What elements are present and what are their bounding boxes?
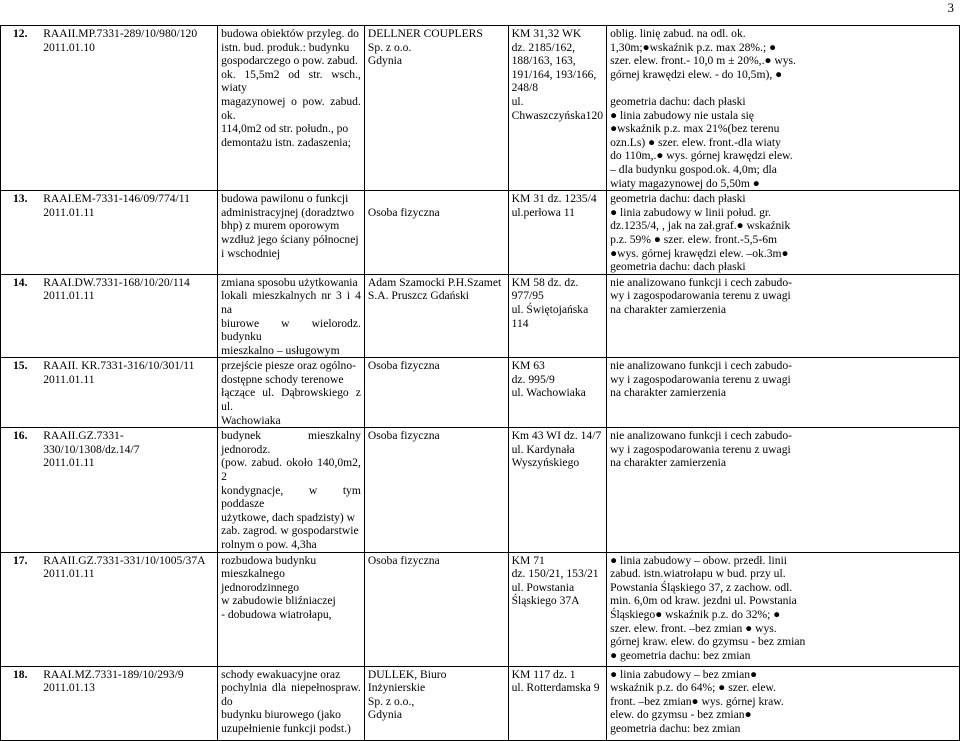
case-sign <box>40 358 217 428</box>
text-line: użytkowe, dach spadzisty) w <box>221 510 356 524</box>
text-line: Adam Szamocki P.H.Szamet <box>367 275 502 289</box>
table-row <box>1 428 960 552</box>
row-number: 12. <box>1 26 41 191</box>
location <box>508 191 607 275</box>
text-line: oblig. linię zabud. na odl. ok. <box>610 27 746 40</box>
text-line: ok. 15,5m2 od str. wsch., wiaty <box>221 67 361 95</box>
text-line: ul. Rotterdamska 9 <box>511 681 600 695</box>
text-line: 191/164, 193/166, <box>511 67 597 81</box>
text-line: RAAI.DW.7331-168/10/20/114 <box>43 275 190 289</box>
text-line: ul.perłowa 11 <box>511 205 575 219</box>
investor <box>364 358 508 428</box>
text-line: ul. Świętojańska <box>511 302 589 316</box>
text-line: Śląskiego 37A <box>511 594 580 608</box>
text-line: dz. 150/21, 153/21 <box>511 567 599 581</box>
text-line: rolnym o pow. 4,3ha <box>221 538 317 551</box>
investor <box>364 552 508 666</box>
building-conditions <box>607 274 960 358</box>
text-line: Gdynia <box>367 708 403 722</box>
table-row <box>1 274 960 358</box>
text-line: szer. elew. front. –bez zmian ● wys. <box>610 621 777 635</box>
case-sign <box>40 191 217 275</box>
text-line: kondygnacje, w tym poddasze <box>221 483 361 511</box>
text-line: administracyjnej (doradztwo <box>221 205 355 219</box>
text-line: geometria dachu: dach płaski <box>610 192 746 206</box>
text-line: Chwaszczyńska120 <box>511 108 604 122</box>
text-line: KM 63 <box>511 359 545 373</box>
case-sign <box>40 428 217 552</box>
text-line: RAAI.MZ.7331-189/10/293/9 <box>43 667 184 681</box>
text-line: DULLEK, Biuro Inżynierskie <box>367 667 447 695</box>
project-description <box>218 428 365 552</box>
table-row <box>1 191 960 275</box>
text-line: wy i zagospodarowania terenu z uwagi <box>610 442 791 456</box>
text-line: dz.1235/4, , jak na zał.graf.● wskaźnik <box>610 219 791 233</box>
text-line: RAAII.GZ.7331-330/10/1308/dz.14/7 <box>43 429 140 456</box>
building-conditions <box>607 358 960 428</box>
text-line: wiaty magazynowej do 5,50m ● <box>610 176 760 190</box>
text-line: min. 6,0m od kraw. jezdni ul. Powstania <box>610 594 797 608</box>
text-line: ul. <box>511 94 524 108</box>
text-line: Wachowiaka <box>221 413 281 427</box>
case-sign <box>40 26 217 191</box>
text-line: KM 31 dz. 1235/4 <box>511 192 597 206</box>
building-conditions <box>607 191 960 275</box>
text-line: górnej krawędzi elew. - do 10,5m), ● <box>610 67 783 81</box>
investor <box>364 274 508 358</box>
text-line: KM 31,32 WK <box>511 27 582 40</box>
project-description <box>218 26 365 191</box>
text-line: lokali mieszkalnych nr 3 i 4 na <box>221 289 361 316</box>
text-line: ●wys. górnej krawędzi elew. –ok.3m● <box>610 246 789 260</box>
text-line: szer. elew. front.- 10,0 m ± 20%,.● wys. <box>610 54 796 68</box>
text-line: bhp) z murem oporowym <box>221 219 340 233</box>
text-line: Wyszyńskiego <box>511 456 580 470</box>
text-line: Km 43 WI dz. 14/7 <box>511 429 602 443</box>
text-line: KM 71 <box>511 553 545 567</box>
text-line: budynku biurowego (jako <box>221 708 341 722</box>
text-line: RAAI.EM-7331-146/09/774/11 <box>43 192 190 206</box>
conditions-continuation <box>610 27 956 95</box>
text-line: p.z. 59% ● szer. elew. front.-5,5-6m <box>610 232 778 246</box>
text-line: mieszkalnego jednorodzinnego <box>221 567 300 594</box>
text-line: Gdynia <box>367 54 403 68</box>
text-line: 2011.01.11 <box>43 372 95 386</box>
building-conditions <box>607 428 960 552</box>
location <box>508 358 607 428</box>
text-line: na charakter zamierzenia <box>610 456 726 470</box>
row-number: 13. <box>1 191 41 275</box>
location <box>508 26 607 191</box>
investor <box>364 428 508 552</box>
text-line: Sp. z o.o. <box>367 40 412 54</box>
text-line: 1,30m;●wskaźnik p.z. max 28%.; ● <box>610 40 777 54</box>
project-description <box>218 358 365 428</box>
row-number: 16. <box>1 428 41 552</box>
text-line: nie analizowano funkcji i cech zabudo- <box>610 429 792 443</box>
text-line: pochylnia dla niepełnospraw. do <box>221 681 361 708</box>
text-line: 114 <box>511 316 529 330</box>
text-line: RAAII.GZ.7331-331/10/1005/37A <box>43 553 206 567</box>
text-line: ● linia zabudowy nie ustala się <box>610 108 754 122</box>
text-line: ozn.Ls) ● szer. elew. front.-dla wiaty <box>610 135 781 149</box>
text-line: mieszkalno – usługowym <box>221 343 340 357</box>
building-conditions <box>607 666 960 740</box>
building-conditions <box>607 26 960 191</box>
text-line: schody ewakuacyjne oraz <box>221 667 341 681</box>
text-line: zabud. istn.wiatrołapu w bud. przy ul. <box>610 567 786 581</box>
project-description <box>218 666 365 740</box>
text-line: 2011.01.11 <box>43 456 95 470</box>
text-line: ● linia zabudowy – obow. przedł. linii <box>610 553 788 567</box>
text-line: biurowe w wielorodz. budynku <box>221 316 361 344</box>
investor <box>364 666 508 740</box>
text-line: ●wskaźnik p.z. max 21%(bez terenu <box>610 122 780 136</box>
text-line: DELLNER COUPLERS <box>367 27 483 40</box>
text-line: ● linia zabudowy w linii połud. gr. <box>610 205 772 219</box>
investor <box>364 26 508 191</box>
text-line: demontażu istn. zadaszenia; <box>221 135 351 149</box>
text-line: Osoba fizyczna <box>367 205 440 219</box>
text-line: ul. Powstania <box>511 580 575 594</box>
text-line: 2011.01.11 <box>43 289 95 303</box>
location <box>508 428 607 552</box>
location <box>508 666 607 740</box>
text-line: zab. zagrod. w gospodarstwie <box>221 524 359 538</box>
text-line: budowa obiektów przyleg. do <box>221 27 359 40</box>
text-line: dz. 995/9 <box>511 372 555 386</box>
text-line: 114,0m2 od str. połudn., po <box>221 122 349 136</box>
text-line: Powstania Śląskiego 37, z zachow. odl. <box>610 580 793 594</box>
text-line: S.A. Pruszcz Gdański <box>367 289 469 303</box>
text-line: - dobudowa wiatrołapu, <box>221 607 332 621</box>
text-line <box>368 192 505 206</box>
text-line: w zabudowie bliźniaczej <box>221 594 336 608</box>
text-line: ul. Kardynała <box>511 442 575 456</box>
text-line: łączące ul. Dąbrowskiego z ul. <box>221 386 361 414</box>
text-line: RAAII. KR.7331-316/10/301/11 <box>43 359 195 373</box>
case-sign <box>40 274 217 358</box>
row-number: 14. <box>1 274 41 358</box>
text-line: na charakter zamierzenia <box>610 386 726 400</box>
text-line: 2011.01.13 <box>43 681 95 695</box>
text-line: dostępne schody terenowe <box>221 372 344 386</box>
table-row <box>1 666 960 740</box>
text-line: 2011.01.10 <box>43 40 95 54</box>
text-line: ● geometria dachu: bez zmian <box>610 648 751 662</box>
text-line: nie analizowano funkcji i cech zabudo- <box>610 359 792 373</box>
text-line: nie analizowano funkcji i cech zabudo- <box>610 275 792 289</box>
text-line: na charakter zamierzenia <box>610 302 726 316</box>
text-line: gospodarczego o pow. zabud. <box>221 54 358 68</box>
text-line: ● linia zabudowy – bez zmian● <box>610 667 758 681</box>
text-line: 2011.01.11 <box>43 567 95 581</box>
text-line: 977/95 <box>511 289 544 303</box>
text-line: zmiana sposobu użytkowania <box>221 275 358 289</box>
text-line: budynek mieszkalny jednorodz. <box>221 429 361 456</box>
text-line: front. –bez zmian● wys. górnej kraw. <box>610 694 784 708</box>
text-line: magazynowej o pow. zabud. ok. <box>221 94 361 122</box>
text-line: KM 117 dz. 1 <box>511 667 576 681</box>
text-line: budowa pawilonu o funkcji <box>221 192 349 206</box>
text-line: uzupełnienie funkcji podst.) <box>221 721 351 735</box>
table-row <box>1 358 960 428</box>
text-line: Osoba fizyczna <box>367 359 440 373</box>
text-line: (pow. zabud. około 140,0m2, 2 <box>221 456 361 484</box>
text-line: Śląskiego● wskaźnik p.z. do 32%; ● <box>610 607 781 621</box>
text-line: wy i zagospodarowania terenu z uwagi <box>610 372 791 386</box>
text-line: wy i zagospodarowania terenu z uwagi <box>610 289 791 303</box>
text-line: rozbudowa budynku <box>221 553 317 567</box>
text-line: przejście piesze oraz ogólno- <box>221 359 356 373</box>
decisions-table <box>0 25 960 741</box>
text-line: wskaźnik p.z. do 64%; ● szer. elew. <box>610 681 777 695</box>
row-number: 15. <box>1 358 41 428</box>
case-sign <box>40 666 217 740</box>
project-description <box>218 191 365 275</box>
text-line: i wschodniej <box>221 246 281 260</box>
table-row <box>1 552 960 666</box>
text-line: 2011.01.11 <box>43 205 95 219</box>
text-line: elew. do gzymsu - bez zmian● <box>610 708 752 722</box>
text-line: górnej kraw. elew. do gzymsu - bez zmian <box>610 635 806 649</box>
text-line: geometria dachu: dach płaski <box>610 95 746 108</box>
project-description <box>218 552 365 666</box>
text-line: 188/163, 163, <box>511 54 576 68</box>
text-line: KM 58 dz. dz. <box>511 275 579 289</box>
text-line: ul. Wachowiaka <box>511 386 586 400</box>
text-line: 248/8 <box>511 81 539 95</box>
page-number: 3 <box>947 0 954 15</box>
project-description <box>218 274 365 358</box>
text-line: geometria dachu: bez zmian <box>610 721 741 735</box>
row-number: 17. <box>1 552 41 666</box>
text-line: istn. bud. produk.: budynku <box>221 40 350 54</box>
location <box>508 552 607 666</box>
text-line: Osoba fizyczna <box>367 553 440 567</box>
text-line: wzdłuż jego ściany północnej <box>221 232 359 246</box>
text-line: do 110m,.● wys. górnej krawędzi elew. <box>610 149 793 163</box>
location <box>508 274 607 358</box>
text-line: – dla budynku gospod.ok. 4,0m; dla <box>610 162 777 176</box>
text-line: Sp. z o.o., <box>367 694 415 708</box>
row-number: 18. <box>1 666 41 740</box>
text-line: dz. 2185/162, <box>511 40 576 54</box>
table-row <box>1 26 960 191</box>
case-sign <box>40 552 217 666</box>
building-conditions <box>607 552 960 666</box>
text-line: geometria dachu: dach płaski <box>610 260 746 274</box>
text-line: RAAII.MP.7331-289/10/980/120 <box>43 27 198 40</box>
investor <box>364 191 508 275</box>
text-line: Osoba fizyczna <box>367 429 440 443</box>
